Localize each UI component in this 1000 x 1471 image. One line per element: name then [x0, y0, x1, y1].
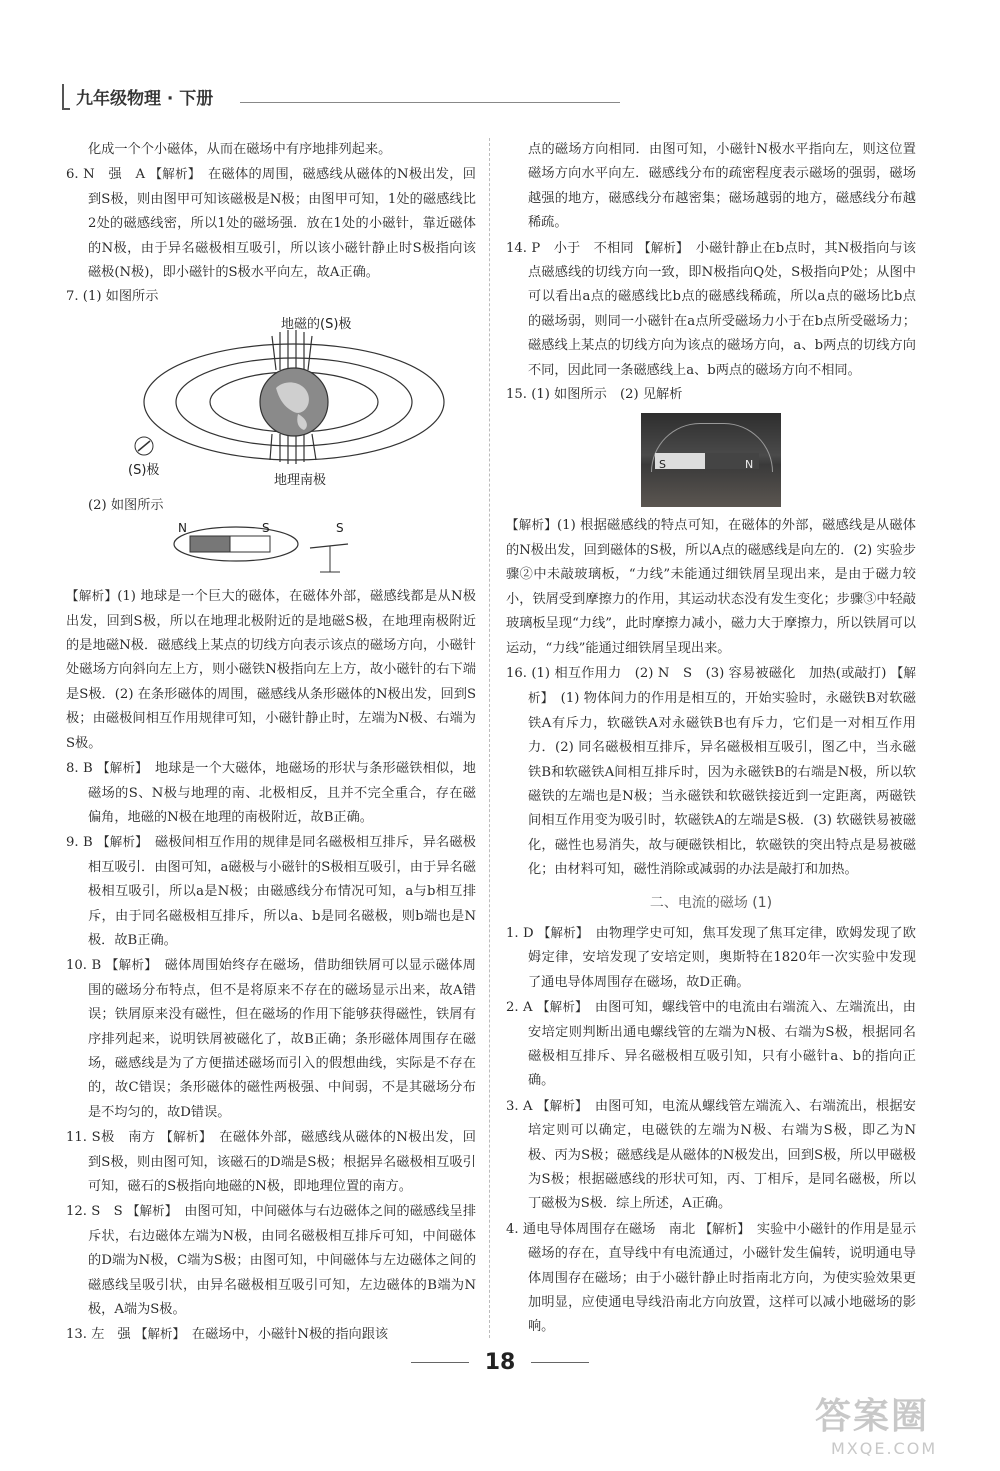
bar-magnet-figure [66, 520, 466, 582]
answer-11: 11. S极 南方 【解析】 在磁体外部，磁感线从磁体的N极出发，回到S极，则由图可知，该磁石的D端是S极；根据异名磁极相互吸引可知，磁石的S极指向地磁的N极，即地理位置的南方。 [66, 1129, 476, 1194]
answer-13: 13. 左 强 【解析】 在磁场中，小磁针N极的指向跟该 [66, 1326, 389, 1343]
answer-10: 10. B 【解析】 磁体周围始终存在磁场，借助细铁屑可以显示磁体周围的磁场分布特点，但不是将原来不存在的磁场显示出来，故A错误；铁屑原来没有磁性，但在磁场的作用下能够获得磁性，铁屑有序排列起来，说明铁屑被磁化了，故B正确；条形磁体周围存在磁场，磁感线是为了方便描述磁场而引入的假想曲线，实际是不存在的，故C错误；条形磁体的磁性两极强、中间弱，不是其磁场分布是不均匀的，故D错误。 [66, 957, 476, 1120]
fig2-needle-label: S [336, 521, 344, 536]
answer-9: 9. B 【解析】 磁极间相互作用的规律是同名磁极相互排斥，异名磁极相互吸引．由图可知，a磁极与小磁针的S极相互吸引，由于异名磁极相互吸引，所以a是N极；由磁感线分布情况可知，a与b相互排斥，由于同名磁极相互排斥，所以a、b是同名磁极，则b端也是N极．故B正确。 [66, 834, 476, 948]
left-column [66, 138, 476, 1348]
header-title: 九年级物理 · 下册 [76, 89, 214, 109]
header-rule [240, 102, 620, 103]
page-number: 18 [0, 1350, 1000, 1375]
photo-magnet [655, 453, 759, 472]
magnet-s-half [230, 536, 270, 552]
answer-15-analysis: 【解析】(1) 根据磁感线的特点可知，在磁体的外部，磁感线是从磁体的N极出发，回到磁体的S极，所以A点的磁感线是向左的．(2) 实验步骤②中未敲玻璃板，“力线”未能通过细铁屑呈现出来，是由于磁力较小，铁屑受到摩擦力的作用，其运动状态没有发生变化；步骤③中轻敲玻璃板呈现“力线”，此时摩擦力减小，磁力大于摩擦力，所以铁屑可以运动，“力线”能通过细铁屑呈现出来。 [506, 517, 916, 656]
intro-text: 化成一个个小磁体，从而在磁场中有序地排列起来。 [88, 142, 392, 157]
photo-s-label: S [659, 458, 666, 472]
answer-7: 7. (1) 如图所示 [66, 289, 159, 305]
fig2-s-label: S [262, 521, 270, 536]
section-answer-3: 3. A 【解析】 由图可知，电流从螺线管左端流入、右端流出，根据安培定则可以确定，电磁铁的左端为N极、右端为S极，即乙为N极、丙为S极；磁感线是从磁体的N极发出，回到S极，所以甲磁极为S极；根据磁感线的形状可知，丙、丁相斥，是同名磁极，所以丁磁极为S极．综上所述，A正确。 [506, 1097, 916, 1212]
section-answer-2: 2. A 【解析】 由图可知，螺线管中的电流由右端流入、左端流出，由安培定则判断出通电螺线管的左端为N极、右端为S极，根据同名磁极相互排斥、异名磁极相互吸引知，只有小磁针a、b的指向正确。 [506, 999, 916, 1089]
answer-6: 6. N 强 A 【解析】 在磁体的周围，磁感线从磁体的N极出发，回到S极，则由图甲可知该磁极是N极；由图甲可知，1处的磁感线比2处的磁感线密，所以1处的磁场强．放在1处的小磁针，靠近磁体的N极，由于异名磁极相互吸引，所以该小磁针静止时S极指向该磁极(N极)，即小磁针的S极水平向左，故A正确。 [66, 166, 476, 281]
answer-12: 12. S S 【解析】 由图可知，中间磁体与右边磁体之间的磁感线呈排斥状，右边磁体左端为N极，由同名磁极相互排斥可知，中间磁体的D端为N极，C端为S极；由图可知，中间磁体与左边磁体之间的磁感线呈吸引状，由异名磁极相互吸引可知，左边磁体的B端为N极，A端为S极。 [66, 1203, 477, 1318]
column-divider [489, 138, 490, 1338]
answer-7-analysis: 【解析】(1) 地球是一个巨大的磁体，在磁体外部，磁感线都是从N极出发，回到S极，所以在地理北极附近的是地磁S极，在地理南极附近的是地磁N极．磁感线上某点的切线方向表示该点的磁场方向，小磁针处磁场方向斜向左上方，则小磁铁N极指向左上方，故小磁针的右下端是S极．(2) 在条形磁体的周围，磁感线从条形磁体的N极出发，回到S极；由磁极间相互作用规律可知，小磁针静止时，左端为N极、右端为S极。 [66, 588, 476, 751]
watermark [815, 1388, 937, 1458]
watermark-logo: 答案圈 [815, 1396, 930, 1437]
photo-n-label: N [745, 458, 754, 472]
fig1-top-label: 地磁的(S)极 [281, 316, 352, 332]
section-answer-1: 1. D 【解析】 由物理学史可知，焦耳发现了焦耳定律，欧姆发现了欧姆定律，安培发现了安培定则，奥斯特在1820年一次实验中发现了通电导体周围存在磁场，故D正确。 [506, 924, 916, 990]
fig1-bottom-label: 地理南极 [274, 472, 327, 488]
magnet-n-half [190, 536, 230, 552]
page-header [62, 82, 622, 112]
fig2-n-label: N [178, 521, 187, 536]
fig1-bottom-left-label: (S)极 [128, 462, 160, 478]
section-answer-4: 4. 通电导体周围存在磁场 南北 【解析】 实验中小磁针的作用是显示磁场的存在，直导线中有电流通过，小磁针发生偏转，说明通电导体周围存在磁场；由于小磁针静止时指南北方向，为使实验效果更加明显，应使通电导线沿南北方向放置，这样可以减小地磁场的影响。 [506, 1220, 917, 1335]
answer-13-continued: 点的磁场方向相同．由图可知，小磁针N极水平指向左，则这位置磁场方向水平向左．磁感线分布的疏密程度表示磁场的强弱，磁场越强的地方，磁感线分布越密集；磁场越弱的地方，磁感线分布越稀疏。 [528, 142, 916, 231]
watermark-url: MXQE.COM [831, 1439, 938, 1458]
needle [310, 544, 348, 548]
answer-8: 8. B 【解析】 地球是一个大磁体，地磁场的形状与条形磁铁相似，地磁场的S、N极与地理的南、北极相反，且并不完全重合，存在磁偏角，地磁的N极在地理的南极附近，故B正确。 [66, 760, 476, 825]
answer-15: 15. (1) 如图所示 (2) 见解析 [506, 387, 683, 403]
header-bracket [62, 84, 70, 110]
answer-14: 14. P 小于 不相同 【解析】 小磁针静止在b点时，其N极指向与该点磁感线的切线方向一致，即N极指向Q处，S极指向P处；从图中可以看出a点的磁感线比b点的磁感线稀疏，所以a点的磁场比b点的磁场弱，则同一小磁针在a点所受磁场力小于在b点所受磁场力；磁感线上某点的切线方向为该点的磁场方向，a、b两点的切线方向不同，因此同一条磁感线上a、b两点的磁场方向不相同。 [506, 239, 916, 378]
earth-magnetic-field-figure [66, 312, 466, 492]
section-title: 二、电流的磁场 (1) [649, 894, 773, 911]
answer-16: 16. (1) 相互作用力 (2) N S (3) 容易被磁化 加热(或敲打) 【解析】 (1) 物体间力的作用是相互的，开始实验时，永磁铁B对软磁铁A有斥力，软磁铁A对永磁铁B也有斥力，它们是一对相互作用力．(2) 同名磁极相互排斥，异名磁极相互吸引，图乙中，当永磁铁B和软磁铁A间相互排斥时，因为永磁铁B的右端是N极，所以软磁铁的左端也是N极；当永磁铁和软磁铁接近到一定距离，两磁铁间相互作用变为吸引时，软磁铁A的左端是S极．(3) 软磁铁易被磁化，磁性也易消失，故与硬磁铁相比，软磁铁的突出特点是易被磁化；由材料可知，磁性消除或减弱的办法是敲打和加热。 [506, 664, 916, 878]
iron-filings-photo [641, 413, 781, 507]
answer-7-part2: (2) 如图所示 [88, 497, 164, 513]
right-column [506, 138, 916, 1340]
